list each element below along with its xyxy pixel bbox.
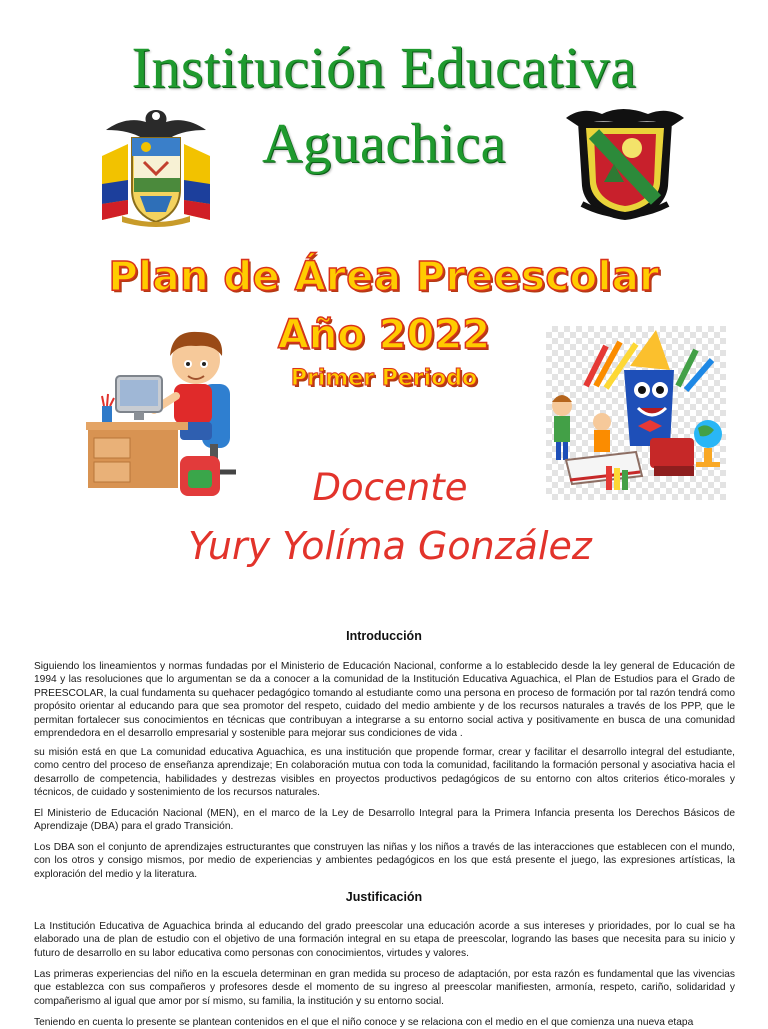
intro-paragraph-3: El Ministerio de Educación Nacional (MEN), en el marco de la Ley de Desarrollo Integral para la Primera Infancia presenta los Derechos Básicos de Aprendizaje (DBA) para el grado Transición.: [34, 808, 735, 833]
teacher-label: Docente: [312, 466, 468, 509]
school-crest-icon: [562, 104, 688, 224]
plan-title: Plan de Área Preescolar: [108, 254, 660, 300]
justification-paragraph-2: Las primeras experiencias del niño en la escuela determinan en gran medida su proceso de adaptación, por esta razón es fundamental que las vivencias que establezca con sus compañeros y profesores desde el momento de su ingreso al preescolar manifiesten, armonía, respeto, cariño, solidaridad y compañerismo al igual que amor por sí mismo, su familia, la institución y su entorno social.: [34, 969, 735, 1007]
intro-paragraph-4: Los DBA son el conjunto de aprendizajes estructurantes que construyen las niñas y los niños a través de las interacciones que establecen con el mundo, con los otros y consigo mismos, por medio de experiencias y ambientes pedagógicos en los que está presente el juego, las expresiones artísticas, la exploración del medio y la literatura.: [34, 842, 735, 880]
institution-title-line1: Institución Educativa: [131, 35, 637, 100]
justification-heading: Justificación: [345, 890, 423, 904]
institution-title-line2: Aguachica: [262, 113, 506, 175]
introduction-heading: Introducción: [346, 629, 422, 643]
justification-paragraph-1: La Institución Educativa de Aguachica brinda al educando del grado preescolar una educación acorde a sus intereses y prioridades, por lo cual se ha elaborado una de plan de estudio con el objetivo de una formación integral en su etapa de preescolar, logrando las bases que necesita para su inicio y futuro de desarrollo en su labor educativa como personas con conocimientos, virtudes y valores.: [34, 921, 735, 959]
justification-paragraph-3: Teniendo en cuenta lo presente se plantean contenidos en el que el niño conoce y se relaciona con el medio en el que comienza una nueva etapa: [34, 1017, 694, 1028]
intro-paragraph-1: Siguiendo los lineamientos y normas fundadas por el Ministerio de Educación Nacional, conforme a lo establecido desde la ley general de Educación de 1994 y las resoluciones que lo argumentan se da a conocer a la comunidad de la Institución Educativa Aguachica, el Plan de Estudios para el Grado de PREESCOLAR, la cual fundamenta su quehacer pedagógico tomando al estudiante como una persona en proceso de formación por tal razón tendrá como propósito orientar al educando para que sea promotor del respeto, cuidado del medio ambiente y de los recursos naturales a través de los PPP, que le permitan fortalecer sus conocimientos en técnicas que contribuyan a integrarse a su entorno social activa y positivamente en busca de una comunidad emprendedora en el desarrollo empresarial y sostenible para mejorar sus condiciones de vida .: [34, 661, 735, 740]
plan-year: Año 2022: [277, 312, 491, 358]
colombia-coat-of-arms-icon: [94, 104, 218, 228]
plan-period: Primer Periodo: [290, 366, 478, 391]
intro-paragraph-2: su misión está en que La comunidad educativa Aguachica, es una institución que propende formar, crear y facilitar el desarrollo integral del estudiante, como centro del proceso de enseñanza aprendizaje; En colaboración mutua con toda la comunidad, facilitando la formación personal y asociativa hacia el desarrollo de competencia, habilidades y destrezas visibles en proyectos productivos pedagógicos de su entorno con altos criterios ético-morales y técnicos, de cuidado y sostenimiento de los recursos naturales.: [34, 747, 735, 799]
teacher-name: Yury Yolíma González: [188, 524, 592, 568]
